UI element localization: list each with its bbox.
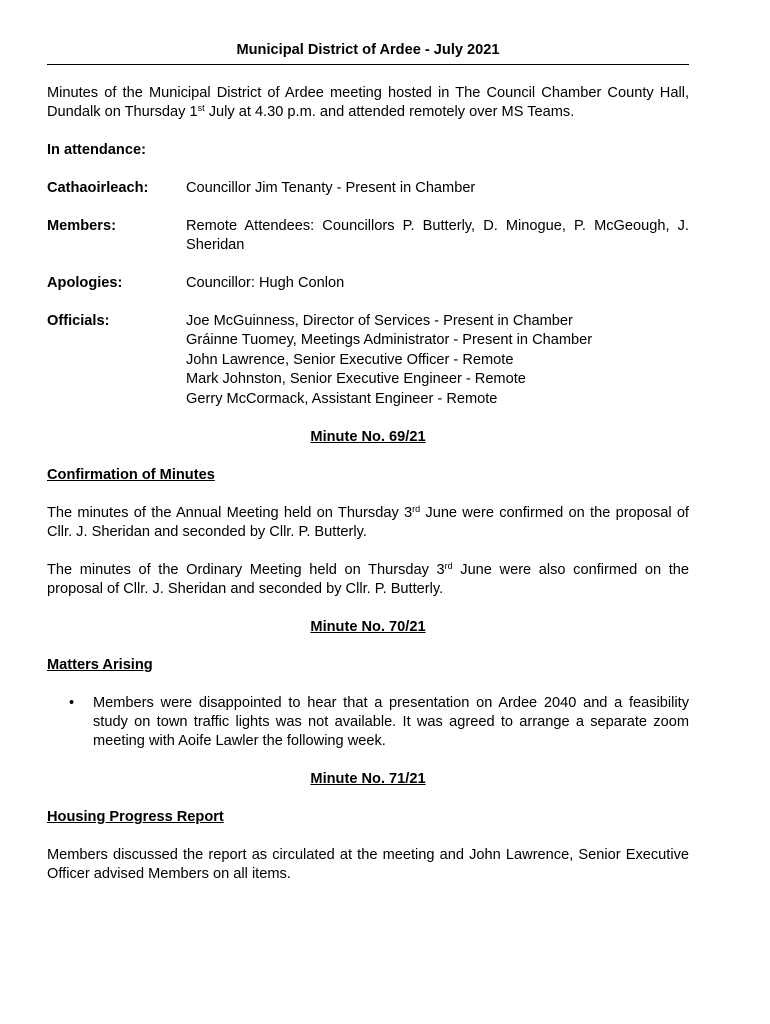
minutes-paragraph [47,504,689,542]
bullet-icon: • [69,695,75,712]
attendance-row-officials [47,312,689,409]
header-divider [47,64,689,65]
official-entry: Joe McGuinness, Director of Services - Present in Chamber [186,313,573,329]
bullet-item [47,694,689,751]
official-entry: John Lawrence, Senior Executive Officer - Remote [186,351,514,368]
intro-text-end: July at 4.30 p.m. and attended remotely over MS Teams. [204,104,575,120]
attendance-row-apologies [47,274,689,293]
attendance-value: Councillor Jim Tenanty - Present in Chamber [186,180,476,196]
minutes-paragraph: Members discussed the report as circulated at the meeting and John Lawrence, Senior Executive Officer advised Members on all items. [47,847,689,883]
attendance-row-members [47,217,689,255]
intro-date-suffix: st [197,103,205,114]
intro-paragraph [47,84,689,122]
section-heading: Matters Arising [47,657,153,674]
minute-number: Minute No. 70/21 [310,619,426,636]
minutes-paragraph [47,561,689,599]
attendance-row-cathaoirleach [47,179,689,198]
section-heading: Confirmation of Minutes [47,467,215,484]
date-suffix: rd [412,504,421,515]
intro-text-start: Minutes of the Municipal District of Ardee meeting hosted in The Council Chamber County Hall, Dundalk on Thursday 1 [47,85,689,120]
attendance-heading: In attendance: [47,142,146,158]
official-entry: Mark Johnston, Senior Executive Engineer - Remote [186,371,526,388]
attendance-label: Officials: [47,313,110,329]
attendance-label: Apologies: [47,275,123,291]
minute-number: Minute No. 71/21 [310,771,426,788]
officials-list [186,312,689,409]
paragraph-text-end: June were also confirmed on the proposal of Cllr. J. Sheridan and seconded by Cllr. P. Butterly. [47,562,689,598]
official-entry: Gerry McCormack, Assistant Engineer - Remote [186,390,498,407]
paragraph-text-start: The minutes of the Ordinary Meeting held on Thursday 3 [47,562,445,579]
section-heading: Housing Progress Report [47,809,224,826]
paragraph-text-start: The minutes of the Annual Meeting held on Thursday 3 [47,505,413,522]
official-entry: Gráinne Tuomey, Meetings Administrator - Present in Chamber [186,332,593,349]
attendance-label: Members: [47,218,116,234]
bullet-text: Members were disappointed to hear that a presentation on Ardee 2040 and a feasibility study on town traffic lights was not available. It was agreed to arrange a separate zoom meeting with Aoife Lawler the following week. [93,695,689,750]
attendance-value: Councillor: Hugh Conlon [186,275,345,291]
minute-number: Minute No. 69/21 [310,429,426,446]
date-suffix: rd [444,561,453,572]
attendance-value: Remote Attendees: Councillors P. Butterly, D. Minogue, P. McGeough, J. Sheridan [186,218,689,253]
document-header-title: Municipal District of Ardee - July 2021 [236,42,500,58]
document-page [47,40,689,884]
attendance-label: Cathaoirleach: [47,180,149,196]
paragraph-text-end: June were confirmed on the proposal of Cllr. J. Sheridan and seconded by Cllr. P. Butterly. [47,505,689,541]
